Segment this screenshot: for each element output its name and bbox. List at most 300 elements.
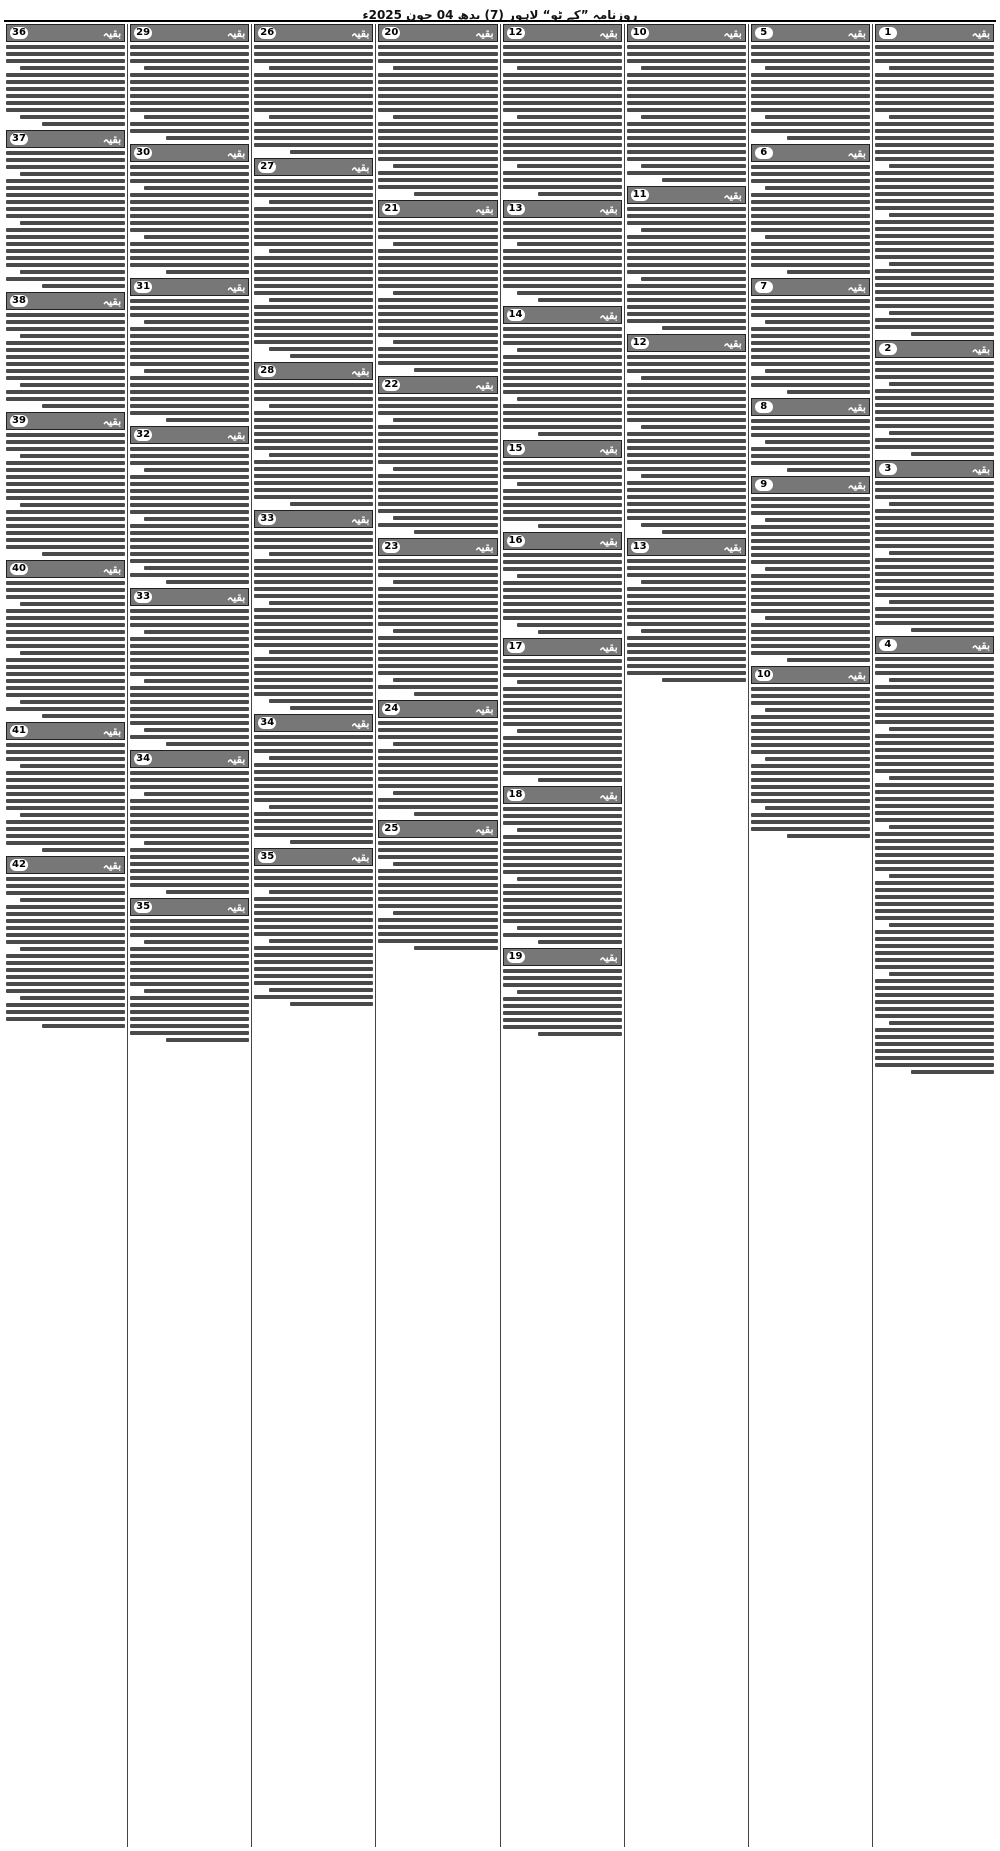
badge-label: بقیہ <box>475 26 494 40</box>
text-line <box>130 848 249 852</box>
text-line <box>787 270 870 274</box>
text-line <box>751 546 870 550</box>
text-line <box>503 369 622 373</box>
story-text-lines <box>6 742 125 852</box>
text-line <box>875 762 994 766</box>
text-line <box>6 517 125 521</box>
text-line <box>166 580 249 584</box>
text-line <box>627 516 746 520</box>
badge-label: بقیہ <box>475 702 494 716</box>
section-badge <box>378 24 497 42</box>
text-line <box>875 206 994 210</box>
text-line <box>6 827 125 831</box>
text-line <box>627 481 746 485</box>
text-line <box>517 877 622 881</box>
text-line <box>254 735 373 739</box>
badge-number: 29 <box>134 27 152 39</box>
text-line <box>627 559 746 563</box>
section-badge <box>254 158 373 176</box>
text-line <box>254 179 373 183</box>
text-line <box>254 629 373 633</box>
text-line <box>889 776 994 780</box>
text-line <box>875 325 994 329</box>
text-line <box>378 122 497 126</box>
text-line <box>517 574 622 578</box>
text-line <box>751 792 870 796</box>
text-line <box>6 447 125 451</box>
text-line <box>503 52 622 56</box>
badge-number: 12 <box>507 27 525 39</box>
text-line <box>6 905 125 909</box>
text-line <box>751 778 870 782</box>
text-line <box>130 73 249 77</box>
text-line <box>378 221 497 225</box>
text-line <box>751 694 870 698</box>
continued-story <box>6 412 125 556</box>
text-line <box>254 52 373 56</box>
story-text-lines <box>6 312 125 408</box>
text-line <box>627 657 746 661</box>
section-badge <box>6 856 125 874</box>
text-line <box>254 87 373 91</box>
section-badge <box>6 24 125 42</box>
text-line <box>254 777 373 781</box>
text-line <box>875 276 994 280</box>
text-line <box>517 926 622 930</box>
text-line <box>378 446 497 450</box>
badge-label: بقیہ <box>102 724 122 738</box>
text-line <box>503 362 622 366</box>
text-line <box>503 1004 622 1008</box>
badge-number: 34 <box>258 717 276 729</box>
text-line <box>751 785 870 789</box>
text-line <box>875 951 994 955</box>
text-line <box>130 658 249 662</box>
text-line <box>254 439 373 443</box>
text-line <box>875 621 994 625</box>
text-line <box>6 186 125 190</box>
text-line <box>751 306 870 310</box>
text-line <box>765 369 870 373</box>
text-line <box>42 848 125 852</box>
text-line <box>130 573 249 577</box>
text-line <box>254 340 373 344</box>
badge-number: 13 <box>631 541 649 553</box>
text-line <box>130 299 249 303</box>
text-line <box>393 467 498 471</box>
text-line <box>875 699 994 703</box>
text-line <box>875 283 994 287</box>
text-line <box>875 916 994 920</box>
text-line <box>889 66 994 70</box>
story-text-lines <box>751 44 870 140</box>
text-line <box>875 664 994 668</box>
text-line <box>503 673 622 677</box>
badge-label: بقیہ <box>599 534 618 548</box>
text-line <box>503 856 622 860</box>
text-line <box>875 73 994 77</box>
text-line <box>503 835 622 839</box>
continued-story <box>378 24 497 196</box>
badge-label: بقیہ <box>847 400 866 414</box>
text-line <box>6 475 125 479</box>
text-line <box>6 820 125 824</box>
badge-label: بقیہ <box>226 146 246 160</box>
text-line <box>6 912 125 916</box>
text-line <box>875 741 994 745</box>
text-line <box>503 327 622 331</box>
text-line <box>269 756 374 760</box>
text-line <box>503 905 622 909</box>
text-line <box>254 587 373 591</box>
text-line <box>503 983 622 987</box>
text-line <box>875 488 994 492</box>
text-line <box>517 242 622 246</box>
text-line <box>6 228 125 232</box>
text-line <box>393 418 498 422</box>
continued-story <box>875 340 994 456</box>
text-line <box>662 178 745 182</box>
text-line <box>378 650 497 654</box>
section-badge <box>503 200 622 218</box>
section-badge <box>627 24 746 42</box>
text-line <box>875 417 994 421</box>
text-line <box>254 664 373 668</box>
section-badge <box>875 340 994 358</box>
text-line <box>627 263 746 267</box>
text-line <box>875 136 994 140</box>
text-line <box>378 94 497 98</box>
text-column <box>127 24 251 1847</box>
text-line <box>6 80 125 84</box>
badge-label: بقیہ <box>599 950 618 964</box>
text-line <box>875 565 994 569</box>
section-badge <box>6 412 125 430</box>
text-line <box>875 122 994 126</box>
text-line <box>875 108 994 112</box>
text-line <box>393 291 498 295</box>
text-line <box>875 748 994 752</box>
section-badge <box>503 306 622 324</box>
badge-number: 10 <box>631 27 649 39</box>
text-line <box>254 791 373 795</box>
badge-number: 2 <box>879 343 897 355</box>
text-line <box>254 615 373 619</box>
story-text-lines <box>751 298 870 394</box>
text-line <box>130 475 249 479</box>
text-line <box>130 559 249 563</box>
story-text-lines <box>503 326 622 436</box>
story-text-lines <box>627 558 746 682</box>
text-line <box>875 720 994 724</box>
text-line <box>269 66 374 70</box>
text-line <box>503 284 622 288</box>
text-line <box>6 989 125 993</box>
text-line <box>627 221 746 225</box>
text-line <box>254 545 373 549</box>
text-line <box>765 518 870 522</box>
text-line <box>378 566 497 570</box>
text-line <box>889 1021 994 1025</box>
badge-number: 32 <box>134 429 152 441</box>
text-line <box>875 804 994 808</box>
text-line <box>130 869 249 873</box>
text-line <box>751 80 870 84</box>
badge-label: بقیہ <box>226 26 246 40</box>
text-line <box>144 728 249 732</box>
text-line <box>6 672 125 676</box>
text-line <box>130 623 249 627</box>
text-line <box>751 263 870 267</box>
text-line <box>751 45 870 49</box>
text-line <box>503 1025 622 1029</box>
text-line <box>6 200 125 204</box>
text-line <box>144 517 249 521</box>
text-line <box>627 594 746 598</box>
text-line <box>875 867 994 871</box>
text-line <box>875 685 994 689</box>
continued-story <box>378 538 497 696</box>
text-line <box>875 1007 994 1011</box>
text-line <box>42 552 125 556</box>
text-line <box>144 989 249 993</box>
text-line <box>787 390 870 394</box>
text-line <box>751 193 870 197</box>
text-line <box>875 185 994 189</box>
text-line <box>378 129 497 133</box>
text-line <box>254 742 373 746</box>
story-text-lines <box>875 480 994 632</box>
section-badge <box>378 538 497 556</box>
text-line <box>254 221 373 225</box>
badge-number: 8 <box>755 401 773 413</box>
badge-number: 5 <box>755 27 773 39</box>
continued-story <box>503 948 622 1036</box>
text-line <box>393 516 498 520</box>
text-line <box>130 242 249 246</box>
text-line <box>765 567 870 571</box>
text-line <box>20 66 125 70</box>
text-line <box>875 445 994 449</box>
text-line <box>503 807 622 811</box>
text-line <box>269 650 374 654</box>
text-line <box>875 523 994 527</box>
story-text-lines <box>751 686 870 838</box>
text-line <box>378 615 497 619</box>
text-line <box>875 881 994 885</box>
text-line <box>751 532 870 536</box>
text-line <box>503 355 622 359</box>
text-line <box>393 791 498 795</box>
text-line <box>254 622 373 626</box>
text-line <box>787 834 870 838</box>
text-line <box>875 895 994 899</box>
text-line <box>503 136 622 140</box>
text-line <box>875 318 994 322</box>
text-line <box>130 108 249 112</box>
text-line <box>6 665 125 669</box>
text-line <box>378 404 497 408</box>
text-line <box>254 538 373 542</box>
text-line <box>517 482 622 486</box>
text-line <box>875 171 994 175</box>
text-line <box>378 333 497 337</box>
text-line <box>130 876 249 880</box>
text-line <box>6 778 125 782</box>
story-text-lines <box>503 460 622 528</box>
text-line <box>503 334 622 338</box>
text-line <box>130 214 249 218</box>
text-line <box>6 355 125 359</box>
text-line <box>254 671 373 675</box>
section-badge <box>254 714 373 732</box>
text-line <box>875 59 994 63</box>
text-line <box>751 595 870 599</box>
text-line <box>503 263 622 267</box>
badge-number: 23 <box>382 541 400 553</box>
text-line <box>875 192 994 196</box>
text-line <box>751 101 870 105</box>
text-line <box>254 143 373 147</box>
text-line <box>6 884 125 888</box>
text-line <box>6 468 125 472</box>
masthead <box>4 4 996 22</box>
badge-label: بقیہ <box>350 26 370 40</box>
badge-number: 28 <box>258 365 276 377</box>
text-line <box>254 228 373 232</box>
text-line <box>517 623 622 627</box>
continued-story <box>254 848 373 1006</box>
text-line <box>627 59 746 63</box>
badge-label: بقیہ <box>847 668 866 682</box>
text-line <box>503 249 622 253</box>
text-line <box>875 734 994 738</box>
text-line <box>166 890 249 894</box>
text-line <box>627 312 746 316</box>
continued-story <box>503 24 622 196</box>
text-line <box>875 255 994 259</box>
text-line <box>378 305 497 309</box>
text-line <box>378 150 497 154</box>
badge-label: بقیہ <box>350 850 370 864</box>
text-line <box>6 581 125 585</box>
text-line <box>378 171 497 175</box>
text-line <box>875 368 994 372</box>
text-line <box>6 369 125 373</box>
continued-story <box>6 856 125 1028</box>
text-line <box>6 73 125 77</box>
text-line <box>875 937 994 941</box>
section-badge <box>6 130 125 148</box>
text-line <box>378 890 497 894</box>
text-line <box>378 73 497 77</box>
badge-label: بقیہ <box>102 294 122 308</box>
text-line <box>538 778 621 782</box>
text-line <box>503 94 622 98</box>
continued-story <box>130 750 249 894</box>
text-line <box>144 841 249 845</box>
text-line <box>627 664 746 668</box>
text-line <box>627 355 746 359</box>
text-line <box>254 467 373 471</box>
text-line <box>538 1032 621 1036</box>
text-line <box>20 115 125 119</box>
text-line <box>269 939 374 943</box>
text-line <box>378 608 497 612</box>
text-line <box>378 326 497 330</box>
text-line <box>378 721 497 725</box>
text-line <box>751 813 870 817</box>
text-line <box>20 898 125 902</box>
story-text-lines <box>875 360 994 456</box>
text-line <box>875 1056 994 1060</box>
text-line <box>378 573 497 577</box>
text-line <box>875 755 994 759</box>
text-line <box>503 157 622 161</box>
text-line <box>254 94 373 98</box>
text-line <box>254 101 373 105</box>
text-line <box>378 594 497 598</box>
text-line <box>130 376 249 380</box>
text-line <box>875 1028 994 1032</box>
text-line <box>254 256 373 260</box>
text-line <box>538 524 621 528</box>
text-line <box>378 256 497 260</box>
text-line <box>393 340 498 344</box>
text-line <box>269 249 374 253</box>
text-line <box>378 939 497 943</box>
text-line <box>254 967 373 971</box>
text-line <box>254 953 373 957</box>
text-line <box>503 560 622 564</box>
text-line <box>269 601 374 605</box>
text-line <box>503 976 622 980</box>
text-line <box>130 862 249 866</box>
text-line <box>875 657 994 661</box>
continued-story <box>875 636 994 1074</box>
text-line <box>130 707 249 711</box>
text-line <box>503 425 622 429</box>
text-line <box>254 657 373 661</box>
text-line <box>254 897 373 901</box>
section-badge <box>627 334 746 352</box>
badge-label: بقیہ <box>723 188 742 202</box>
text-line <box>875 958 994 962</box>
text-line <box>751 764 870 768</box>
story-text-lines <box>503 220 622 302</box>
text-line <box>503 708 622 712</box>
continued-story <box>751 398 870 472</box>
text-line <box>503 228 622 232</box>
text-line <box>875 530 994 534</box>
continued-story <box>130 24 249 140</box>
text-line <box>269 988 374 992</box>
story-text-lines <box>254 530 373 710</box>
text-line <box>641 376 746 380</box>
badge-label: بقیہ <box>599 788 618 802</box>
section-badge <box>751 476 870 494</box>
story-text-lines <box>627 206 746 330</box>
text-line <box>254 876 373 880</box>
text-line <box>641 425 746 429</box>
text-line <box>144 630 249 634</box>
text-line <box>269 552 374 556</box>
text-line <box>503 256 622 260</box>
text-line <box>503 59 622 63</box>
text-line <box>130 1031 249 1035</box>
text-line <box>875 614 994 618</box>
text-line <box>517 66 622 70</box>
